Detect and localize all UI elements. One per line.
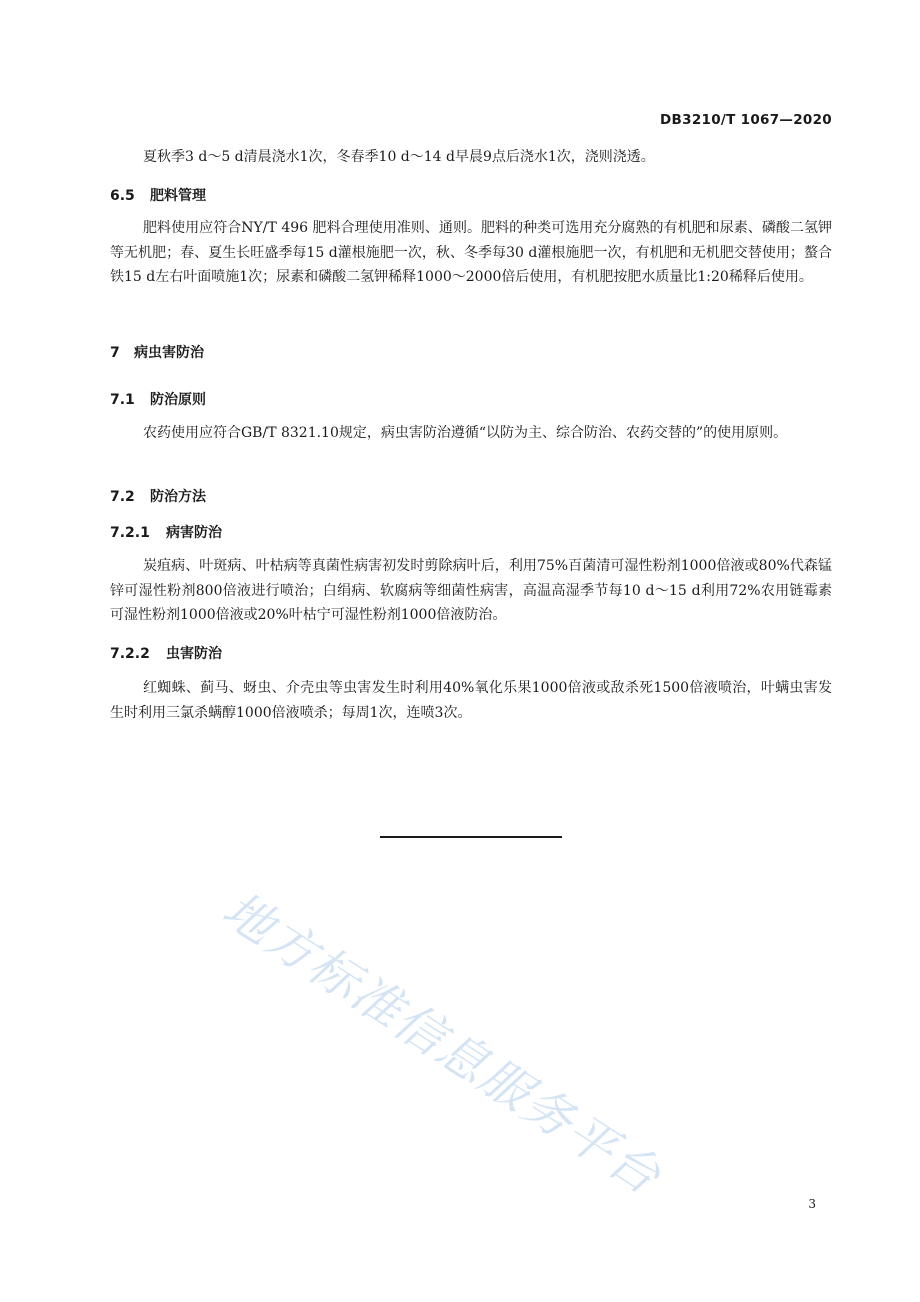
page-number: 3 — [808, 1197, 816, 1211]
paragraph-pest-control: 红蜘蛛、蓟马、蚜虫、介壳虫等虫害发生时利用40%氧化乐果1000倍液或敌杀死1500倍液喷治，叶螨虫害发生时利用三氯杀螨醇1000倍液喷杀；每周1次，连喷3次。 — [110, 680, 832, 721]
section-title: 肥料管理 — [150, 188, 206, 204]
paragraph-disease-control: 炭疽病、叶斑病、叶枯病等真菌性病害初发时剪除病叶后，利用75%百菌清可湿性粉剂1000倍液或80%代森锰锌可湿性粉剂800倍液进行喷治；白绢病、软腐病等细菌性病害，高温高湿季节每10 d～15 d利用72%农用链霉素可湿性粉剂1000倍液或20%叶枯宁可湿性粉剂1000倍液防治。 — [110, 558, 832, 624]
section-title: 病害防治 — [166, 525, 222, 541]
document-number: DB3210/T 1067—2020 — [660, 112, 832, 128]
end-of-document-rule — [380, 836, 562, 838]
paragraph-watering: 夏秋季3 d～5 d清晨浇水1次，冬春季10 d～14 d早晨9点后浇水1次，浇则浇透。 — [143, 149, 655, 165]
section-number: 6.5 — [110, 188, 135, 204]
section-heading-7-2-2 — [110, 643, 222, 663]
section-title: 虫害防治 — [166, 646, 222, 662]
section-title: 防治方法 — [150, 489, 206, 505]
section-number: 7.2.1 — [110, 525, 150, 541]
paragraph-fertilizer: 肥料使用应符合NY/T 496 肥料合理使用准则、通则。肥料的种类可选用充分腐熟的有机肥和尿素、磷酸二氢钾等无机肥；春、夏生长旺盛季每15 d灌根施肥一次，秋、冬季每30 d灌根施肥一次，有机肥和无机肥交替使用；螯合铁15 d左右叶面喷施1次；尿素和磷酸二氢钾稀释1000～2000倍后使用，有机肥按肥水质量比1:20稀释后使用。 — [110, 220, 832, 286]
section-heading-7-2-1 — [110, 522, 222, 542]
section-heading-7-1 — [110, 389, 206, 409]
section-heading-7-2 — [110, 486, 206, 506]
section-number: 7.2.2 — [110, 646, 150, 662]
section-number: 7 — [110, 345, 120, 361]
section-heading-6-5 — [110, 185, 206, 205]
watermark: 地方标准信息服务平台 — [212, 880, 672, 1207]
section-number: 7.1 — [110, 392, 135, 408]
section-title: 防治原则 — [150, 392, 206, 408]
paragraph-principle: 农药使用应符合GB/T 8321.10规定，病虫害防治遵循“以防为主、综合防治、农药交替的”的使用原则。 — [143, 425, 788, 441]
section-heading-7 — [110, 342, 204, 362]
section-title: 病虫害防治 — [134, 345, 204, 361]
section-number: 7.2 — [110, 489, 135, 505]
